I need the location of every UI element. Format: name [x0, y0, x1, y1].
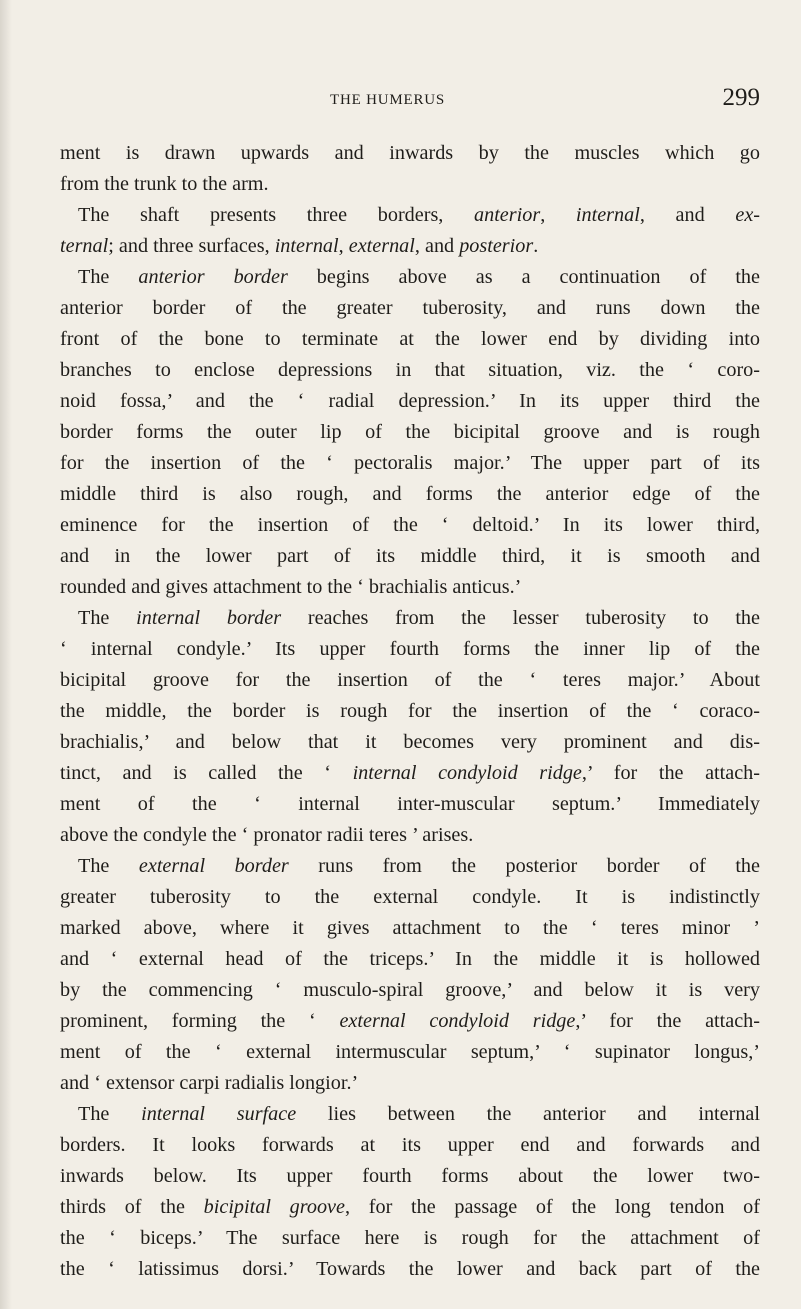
text-segment: ment of the ‘ external intermuscular septum,’ ‘ supinator longus,’	[60, 1041, 760, 1063]
italic-term: internal condyloid ridge	[352, 762, 582, 784]
text-line	[60, 820, 760, 851]
text-segment: branches to enclose depressions in that situation, viz. the ‘ coro-	[60, 359, 760, 381]
text-segment: borders. It looks forwards at its upper end and forwards and	[60, 1134, 760, 1156]
page-header	[60, 84, 760, 114]
text-line	[60, 913, 760, 944]
text-segment: bicipital groove for the insertion of the ‘ teres major.’ About	[60, 669, 760, 691]
text-line	[60, 1192, 760, 1223]
text-line	[60, 882, 760, 913]
text-line	[60, 293, 760, 324]
text-segment: border forms the outer lip of the bicipital groove and is rough	[60, 421, 760, 443]
text-segment: The	[78, 607, 137, 629]
text-line	[60, 851, 760, 882]
text-line	[60, 758, 760, 789]
text-line	[60, 1068, 760, 1099]
page-number: 299	[722, 84, 760, 111]
text-segment: , and	[639, 204, 736, 226]
text-line	[60, 572, 760, 603]
text-segment: middle third is also rough, and forms the anterior edge of the	[60, 483, 760, 505]
text-segment: marked above, where it gives attachment to the ‘ teres minor ’	[60, 917, 760, 939]
text-line	[60, 510, 760, 541]
text-segment: The	[78, 1103, 142, 1125]
text-segment: and ‘ external head of the triceps.’ In the middle it is hollowed	[60, 948, 760, 970]
running-head: THE HUMERUS	[330, 92, 446, 108]
page-edge-shadow	[0, 0, 12, 1309]
text-line	[60, 789, 760, 820]
text-segment: ,’ for the attach-	[575, 1010, 760, 1032]
italic-term: internal	[274, 235, 339, 257]
text-segment: from the trunk to the arm.	[60, 173, 269, 195]
text-line	[60, 200, 760, 231]
text-segment: ,	[540, 204, 576, 226]
text-segment: and in the lower part of its middle third, it is smooth and	[60, 545, 760, 567]
text-line	[60, 417, 760, 448]
text-line	[60, 944, 760, 975]
text-segment: The	[78, 266, 139, 288]
text-line	[60, 479, 760, 510]
text-segment: inwards below. Its upper fourth forms about the lower two-	[60, 1165, 760, 1187]
text-segment: ment is drawn upwards and inwards by the muscles which go	[60, 142, 760, 164]
italic-term: posterior	[459, 235, 534, 257]
text-line	[60, 1006, 760, 1037]
text-line	[60, 138, 760, 169]
text-segment: above the condyle the ‘ pronator radii teres ’ arises.	[60, 824, 474, 846]
text-segment: runs from the posterior border of the	[288, 855, 760, 877]
text-line	[60, 1130, 760, 1161]
text-line	[60, 696, 760, 727]
text-segment: ment of the ‘ internal inter-muscular septum.’ Immediately	[60, 793, 760, 815]
text-segment: begins above as a continuation of the	[287, 266, 760, 288]
text-segment: tinct, and is called the ‘	[60, 762, 353, 784]
text-line	[60, 1223, 760, 1254]
italic-term: anterior border	[138, 266, 288, 288]
text-line	[60, 262, 760, 293]
text-segment: thirds of the	[60, 1196, 204, 1218]
text-line	[60, 727, 760, 758]
text-line	[60, 1161, 760, 1192]
text-segment: brachialis,’ and below that it becomes very prominent and dis-	[60, 731, 760, 753]
text-segment: rounded and gives attachment to the ‘ brachialis anticus.’	[60, 576, 522, 598]
italic-term: external condyloid ridge	[339, 1010, 576, 1032]
text-segment: The shaft presents three borders,	[78, 204, 475, 226]
text-segment: and ‘ extensor carpi radialis longior.’	[60, 1072, 359, 1094]
text-segment: ‘ internal condyle.’ Its upper fourth forms the inner lip of the	[60, 638, 760, 660]
text-segment: the ‘ latissimus dorsi.’ Towards the lower and back part of the	[60, 1258, 760, 1280]
text-line	[60, 169, 760, 200]
italic-term: anterior	[474, 204, 541, 226]
text-segment: prominent, forming the ‘	[60, 1010, 340, 1032]
text-line	[60, 603, 760, 634]
text-line	[60, 355, 760, 386]
text-segment: the middle, the border is rough for the insertion of the ‘ coraco-	[60, 700, 760, 722]
text-segment: for the insertion of the ‘ pectoralis major.’ The upper part of its	[60, 452, 760, 474]
text-line	[60, 1099, 760, 1130]
italic-term: ternal	[60, 235, 109, 257]
text-segment: ,’ for the attach-	[581, 762, 760, 784]
text-segment: anterior border of the greater tuberosity, and runs down the	[60, 297, 760, 319]
italic-term: internal	[575, 204, 640, 226]
text-line	[60, 386, 760, 417]
text-line	[60, 975, 760, 1006]
text-line	[60, 324, 760, 355]
text-line	[60, 231, 760, 262]
text-segment: ; and three surfaces,	[108, 235, 275, 257]
text-segment: the ‘ biceps.’ The surface here is rough for the attachment of	[60, 1227, 760, 1249]
text-line	[60, 665, 760, 696]
text-line	[60, 541, 760, 572]
text-line	[60, 448, 760, 479]
body-text	[60, 138, 760, 1285]
text-segment: reaches from the lesser tuberosity to the	[281, 607, 760, 629]
text-line	[60, 1254, 760, 1285]
text-segment: noid fossa,’ and the ‘ radial depression.’ In its upper third the	[60, 390, 760, 412]
text-line	[60, 1037, 760, 1068]
italic-term: internal surface	[141, 1103, 297, 1125]
text-segment: , and	[414, 235, 460, 257]
text-segment: front of the bone to terminate at the lower end by dividing into	[60, 328, 760, 350]
text-segment: The	[78, 855, 139, 877]
text-segment: eminence for the insertion of the ‘ deltoid.’ In its lower third,	[60, 514, 760, 536]
italic-term: external	[348, 235, 415, 257]
text-segment: by the commencing ‘ musculo-spiral groove,’ and below it is very	[60, 979, 760, 1001]
italic-term: bicipital groove	[203, 1196, 345, 1218]
italic-term: internal border	[136, 607, 282, 629]
text-segment: ,	[338, 235, 349, 257]
italic-term: external border	[138, 855, 289, 877]
text-line	[60, 634, 760, 665]
text-segment: .	[533, 235, 539, 257]
text-segment: lies between the anterior and internal	[296, 1103, 761, 1125]
text-segment: , for the passage of the long tendon of	[344, 1196, 760, 1218]
italic-term: ex-	[735, 204, 761, 226]
text-segment: greater tuberosity to the external condyle. It is indistinctly	[60, 886, 760, 908]
